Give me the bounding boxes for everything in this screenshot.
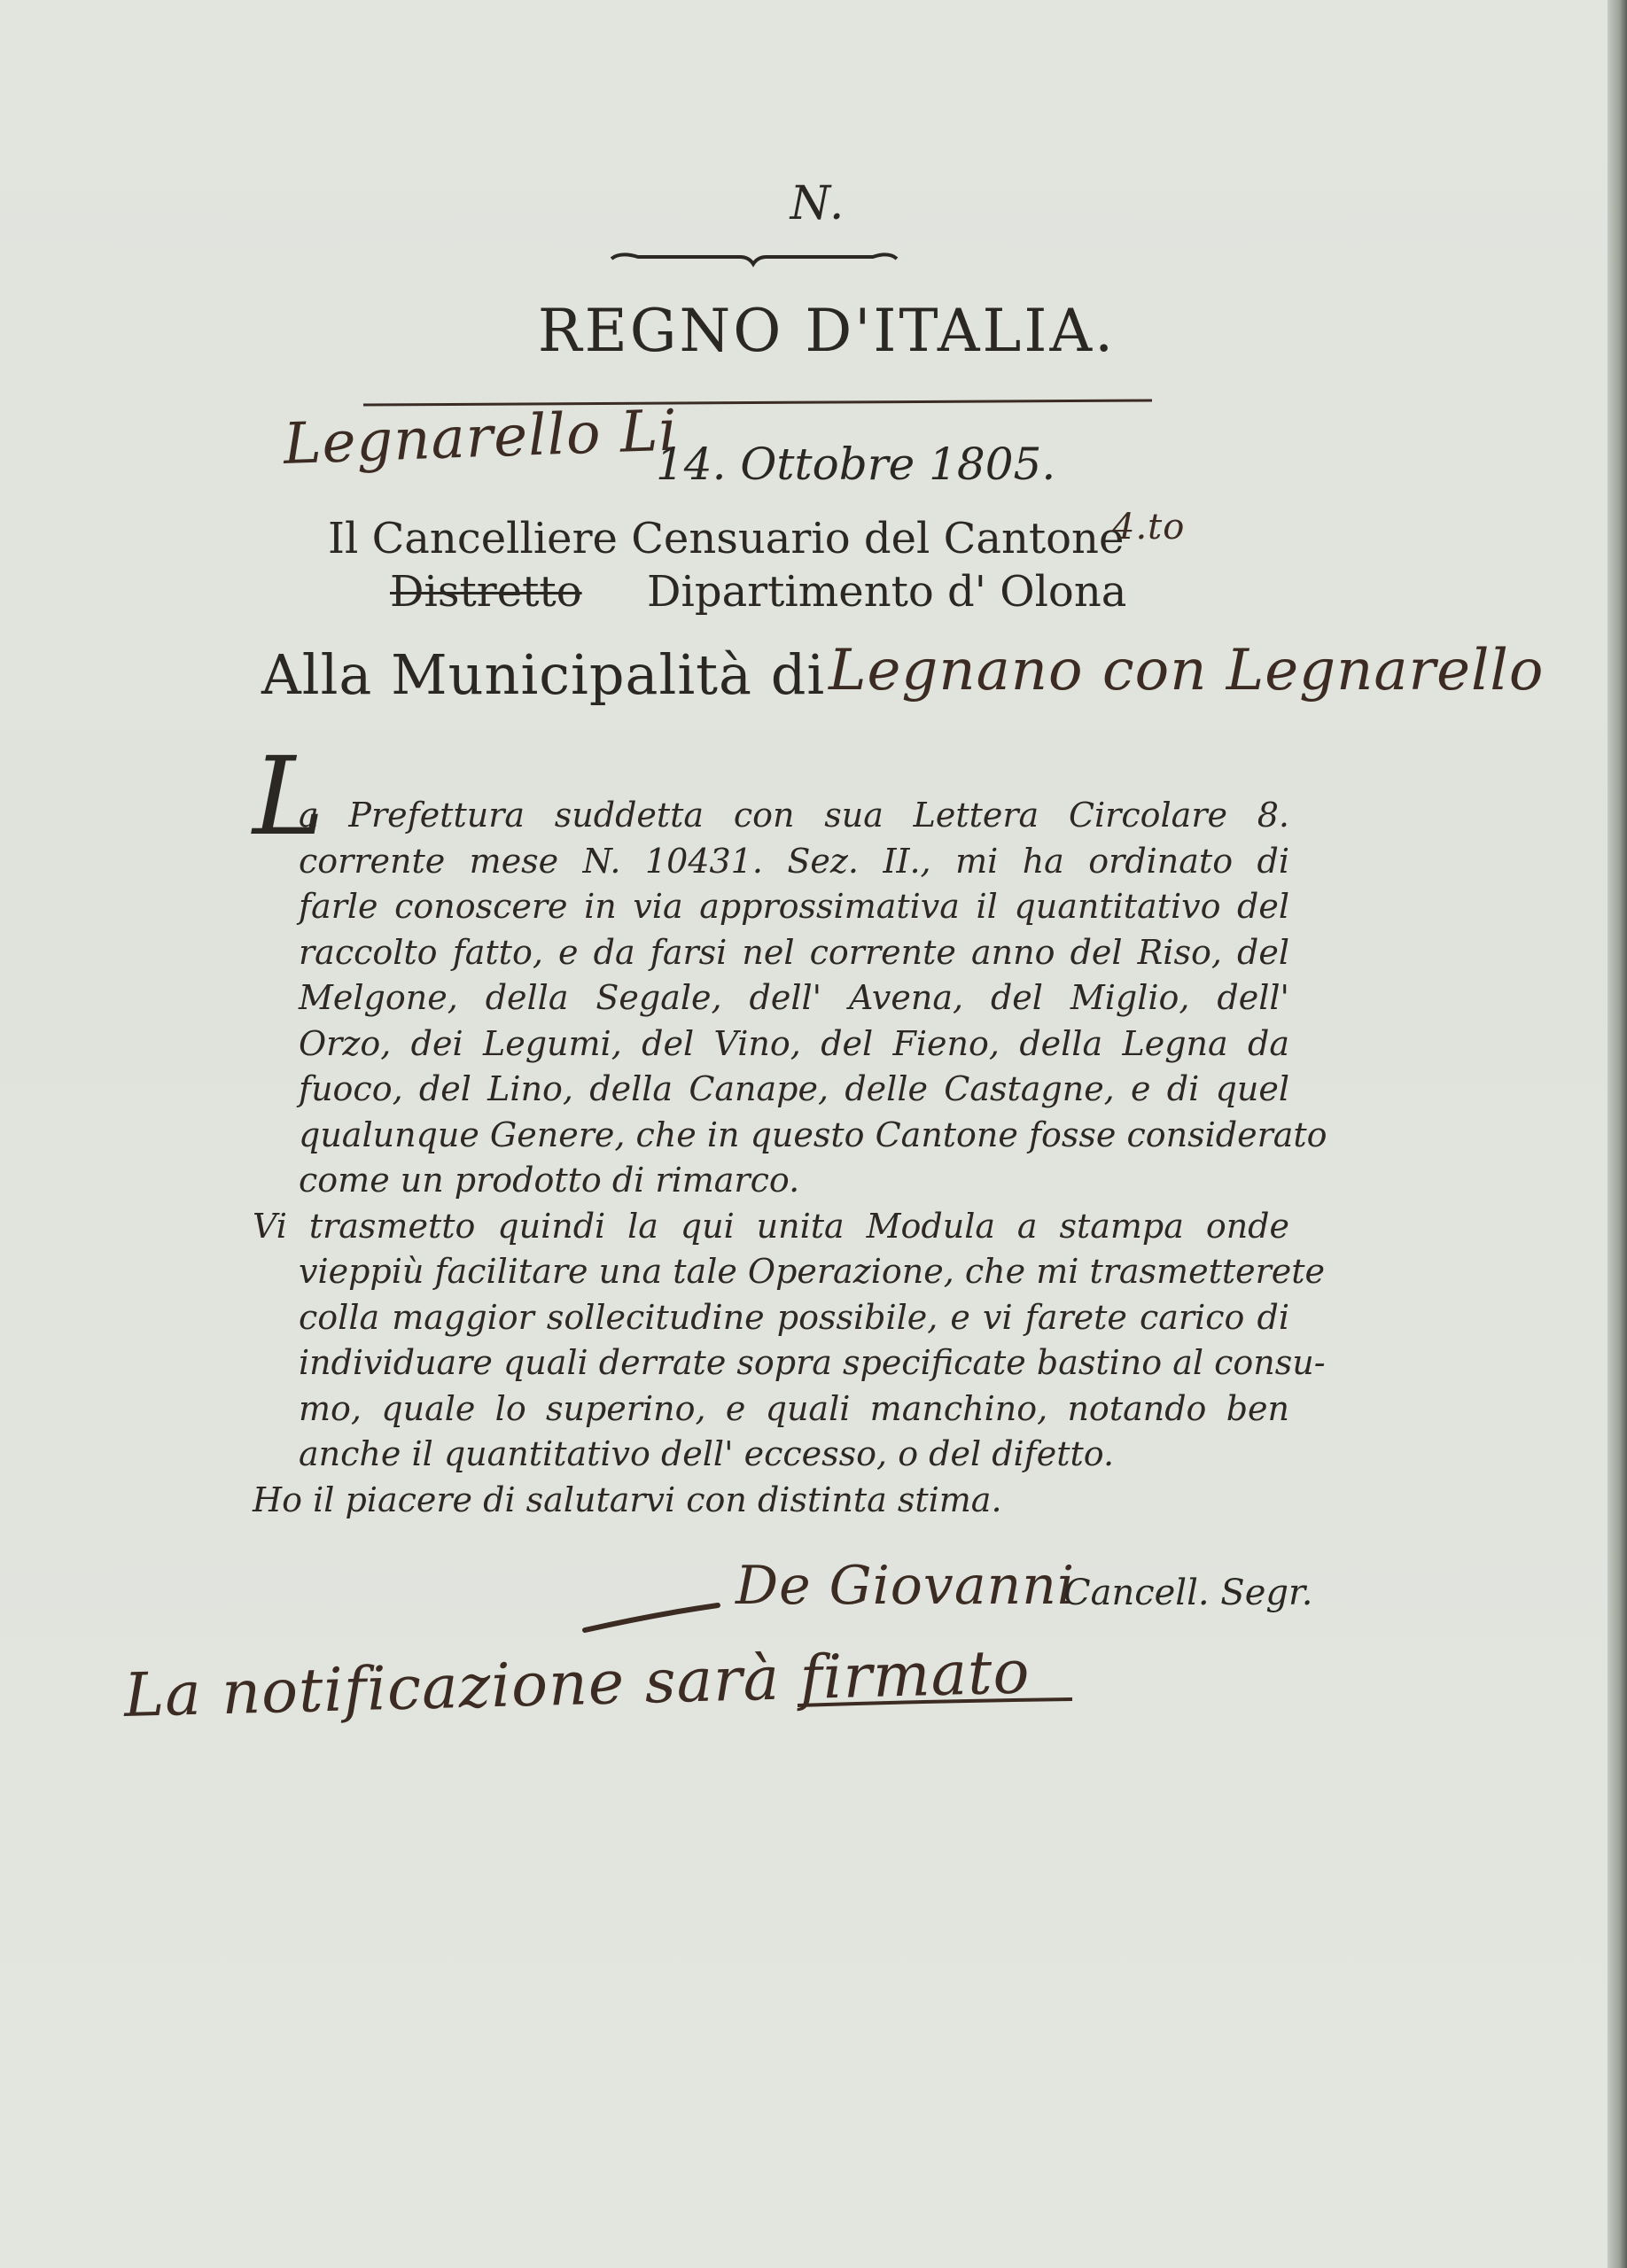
signature-title: Cancell. Segr. xyxy=(1063,1573,1313,1613)
body-line: qualunque Genere, che in questo Cantone fosse considerato xyxy=(299,1115,1327,1154)
body-line: vieppiù facilitare una tale Operazione, che mi trasmetterete xyxy=(299,1252,1326,1291)
body-line: individuare quali derrate sopra specificate bastino al consu- xyxy=(299,1343,1326,1382)
body-line: corrente mese N. 10431. Sez. II., mi ha ordinato di xyxy=(299,841,1289,881)
recipient-label: Alla Municipalità di xyxy=(261,642,826,707)
body-line: a Prefettura suddetta con sua Lettera Circolare 8. xyxy=(299,796,1289,835)
body-line: Ho il piacere di salutarvi con distinta stima. xyxy=(253,1480,1002,1519)
recipient-handwritten: Legnano con Legnarello xyxy=(829,638,1545,703)
ornamental-rule xyxy=(611,254,897,264)
document-number-label: N. xyxy=(790,177,846,230)
struck-word: Distretto xyxy=(390,567,582,617)
body-line: colla maggior sollecitudine possibile, e vi farete carico di xyxy=(299,1297,1289,1337)
canton-handwritten: 4.to xyxy=(1112,507,1186,548)
signature-handwritten: De Giovanni xyxy=(736,1555,1076,1617)
letter-body xyxy=(253,793,1327,1523)
body-line: Vi trasmetto quindi la qui unita Modula a stampa onde xyxy=(253,1206,1289,1246)
body-line: anche il quantitativo dell' eccesso, o del difetto. xyxy=(299,1434,1115,1473)
sender-line: Il Cancelliere Censuario del Cantone xyxy=(328,514,1125,563)
document-title: REGNO D'ITALIA. xyxy=(537,297,1117,365)
department-line: Dipartimento d' Olona xyxy=(647,567,1127,617)
signature-flourish xyxy=(585,1605,718,1630)
body-line: fuoco, del Lino, della Canape, delle Castagne, e di quel xyxy=(299,1069,1289,1108)
body-line: Orzo, dei Legumi, del Vino, del Fieno, della Legna da xyxy=(299,1023,1289,1063)
body-line: come un prodotto di rimarco. xyxy=(299,1161,800,1200)
handwritten-note: La notificazione sarà firmato xyxy=(122,1637,1031,1731)
body-line: mo, quale lo superino, e quali manchino, notando ben xyxy=(299,1388,1289,1428)
date-text: 14. Ottobre 1805. xyxy=(656,439,1056,490)
body-line: raccolto fatto, e da farsi nel corrente anno del Riso, del xyxy=(299,932,1289,972)
body-line: farle conoscere in via approssimativa il quantitativo del xyxy=(299,887,1289,926)
body-line: Melgone, della Segale, dell' Avena, del Miglio, dell' xyxy=(299,978,1289,1017)
place-handwritten: Legnarello Li xyxy=(282,398,679,478)
drop-cap: L xyxy=(253,734,325,859)
